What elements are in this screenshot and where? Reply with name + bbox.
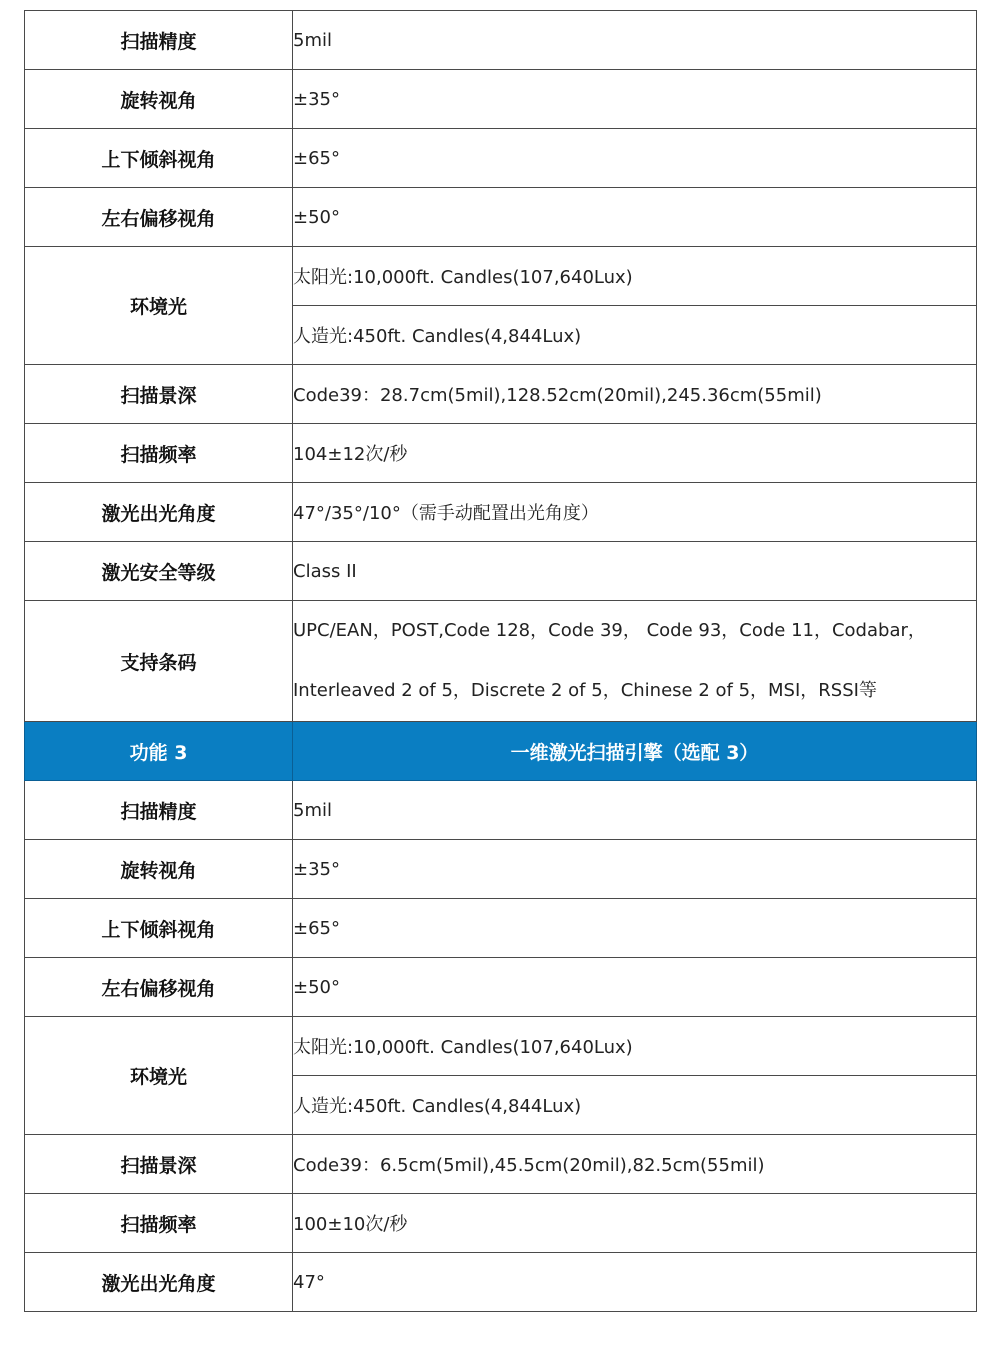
table-row — [25, 70, 977, 129]
table-row — [25, 1253, 977, 1312]
table-row — [25, 11, 977, 70]
barcodes-label: 支持条码 — [25, 601, 293, 722]
ambient-light-label: 环境光 — [25, 247, 293, 365]
section-label: 功能 3 — [25, 722, 293, 781]
table-row — [25, 365, 977, 424]
row-label: 左右偏移视角 — [25, 188, 293, 247]
row-label: 扫描景深 — [25, 1135, 293, 1194]
row-value: Code39：28.7cm(5mil),128.52cm(20mil),245.36cm(55mil) — [293, 365, 977, 424]
barcodes-line-2: Interleaved 2 of 5，Discrete 2 of 5，Chinese 2 of 5，MSI，RSSI等 — [293, 680, 877, 701]
artificial-light-value: 人造光:450ft. Candles(4,844Lux) — [293, 306, 977, 365]
table-row — [25, 840, 977, 899]
row-label: 扫描精度 — [25, 11, 293, 70]
table-row — [25, 483, 977, 542]
row-value: 5mil — [293, 11, 977, 70]
table-row — [25, 188, 977, 247]
table-row — [25, 542, 977, 601]
row-label: 旋转视角 — [25, 70, 293, 129]
table-row — [25, 1135, 977, 1194]
row-value: Class II — [293, 542, 977, 601]
table-row — [25, 601, 977, 722]
table-row — [25, 424, 977, 483]
row-value: ±65° — [293, 899, 977, 958]
row-label: 扫描景深 — [25, 365, 293, 424]
barcodes-value — [293, 601, 977, 722]
row-label: 激光安全等级 — [25, 542, 293, 601]
row-value: ±50° — [293, 958, 977, 1017]
table-row — [25, 899, 977, 958]
row-value: ±65° — [293, 129, 977, 188]
row-label: 上下倾斜视角 — [25, 129, 293, 188]
table-row — [25, 1194, 977, 1253]
table-row — [25, 958, 977, 1017]
table-row — [25, 781, 977, 840]
barcodes-line-1: UPC/EAN，POST,Code 128，Code 39， Code 93，Code 11，Codabar， — [293, 620, 926, 641]
table-row — [25, 129, 977, 188]
spec-table — [24, 10, 977, 1312]
row-label: 左右偏移视角 — [25, 958, 293, 1017]
row-label: 上下倾斜视角 — [25, 899, 293, 958]
row-value: ±35° — [293, 70, 977, 129]
row-label: 旋转视角 — [25, 840, 293, 899]
section-header — [25, 722, 977, 781]
row-value: 5mil — [293, 781, 977, 840]
ambient-light-label: 环境光 — [25, 1017, 293, 1135]
artificial-light-value: 人造光:450ft. Candles(4,844Lux) — [293, 1076, 977, 1135]
row-value: ±50° — [293, 188, 977, 247]
section-title: 一维激光扫描引擎（选配 3） — [293, 722, 977, 781]
sunlight-value: 太阳光:10,000ft. Candles(107,640Lux) — [293, 247, 977, 306]
row-label: 扫描频率 — [25, 424, 293, 483]
row-label: 激光出光角度 — [25, 1253, 293, 1312]
row-value: 104±12次/秒 — [293, 424, 977, 483]
table-row — [25, 247, 977, 306]
row-label: 激光出光角度 — [25, 483, 293, 542]
sunlight-value: 太阳光:10,000ft. Candles(107,640Lux) — [293, 1017, 977, 1076]
row-value: 47°/35°/10°（需手动配置出光角度） — [293, 483, 977, 542]
row-label: 扫描精度 — [25, 781, 293, 840]
row-value: 100±10次/秒 — [293, 1194, 977, 1253]
table-row — [25, 1017, 977, 1076]
row-value: ±35° — [293, 840, 977, 899]
row-value: Code39：6.5cm(5mil),45.5cm(20mil),82.5cm(55mil) — [293, 1135, 977, 1194]
row-value: 47° — [293, 1253, 977, 1312]
row-label: 扫描频率 — [25, 1194, 293, 1253]
